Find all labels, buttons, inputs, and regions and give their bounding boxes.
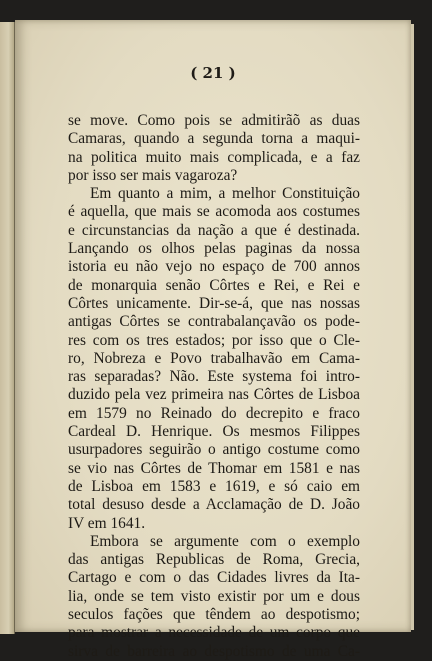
text-line: seculos fações que têndem ao despotismo; (68, 606, 360, 624)
text-line: res com os tres estados; por isso que o Cle- (68, 331, 360, 349)
book-page (15, 20, 411, 660)
text-line: Cartago e com o das Cidades livres da Ita- (68, 569, 360, 587)
text-line: em 1579 no Reinado do decrepito e fraco (68, 404, 360, 422)
text-line: ras separadas? Não. Este systema foi intro- (68, 368, 360, 386)
facing-page-edge (0, 22, 15, 634)
text-line: Embora se argumente com o exemplo (90, 532, 360, 550)
text-line: antigas Côrtes se contrabalançavão os pode- (68, 313, 360, 331)
page-number: ( 21 ) (190, 64, 236, 82)
text-line: é aquella, que mais se acomoda aos costumes (68, 203, 360, 221)
text-line: para mostrar a necessidade de um corpo que (68, 624, 360, 642)
text-line: Em quanto a mim, a melhor Constituição (90, 185, 360, 203)
text-line: e circunstancias da nação a que é destinada. (68, 221, 360, 239)
text-line: de monarquia senão Côrtes e Rei, e Rei e (68, 276, 360, 294)
text-line: Camaras, quando a segunda torna a maqui- (68, 130, 360, 148)
text-line: ro, Nobreza e Povo trabalhavão em Cama- (68, 349, 360, 367)
text-line: Lançando os olhos pelas paginas da nossa (68, 240, 360, 258)
text-line: Côrtes unicamente. Dir-se-á, que nas nossas (68, 294, 360, 312)
page-stack-edge (411, 24, 414, 630)
text-line: istoria eu não vejo no espaço de 700 annos (68, 258, 360, 276)
text-line: se vio nas Côrtes de Thomar em 1581 e nas (68, 459, 360, 477)
text-line: das antigas Republicas de Roma, Grecia, (68, 551, 360, 569)
text-line: sirva de barreira ao despotismo de uma Ca- (68, 642, 360, 660)
text-line: de Lisboa em 1583 e 1619, e só caio em (68, 477, 360, 495)
body-text (68, 112, 360, 661)
text-line: total desuso desde a Acclamação de D. João (68, 496, 360, 514)
text-line: usurpadores seguirão o antigo costume como (68, 441, 360, 459)
text-line: duzido pela vez primeira nas Côrtes de Lisboa (68, 386, 360, 404)
text-line: por isso ser mais vagaroza? (68, 166, 238, 184)
text-line: Cardeal D. Henrique. Os mesmos Filippes (68, 423, 360, 441)
text-line: lia, onde se tem visto existir por um e dous (68, 587, 360, 605)
text-line: na politica muito mais complicada, e a faz (68, 148, 360, 166)
text-line: se move. Como pois se admitirãõ as duas (68, 112, 360, 129)
text-line: IV em 1641. (68, 514, 146, 532)
